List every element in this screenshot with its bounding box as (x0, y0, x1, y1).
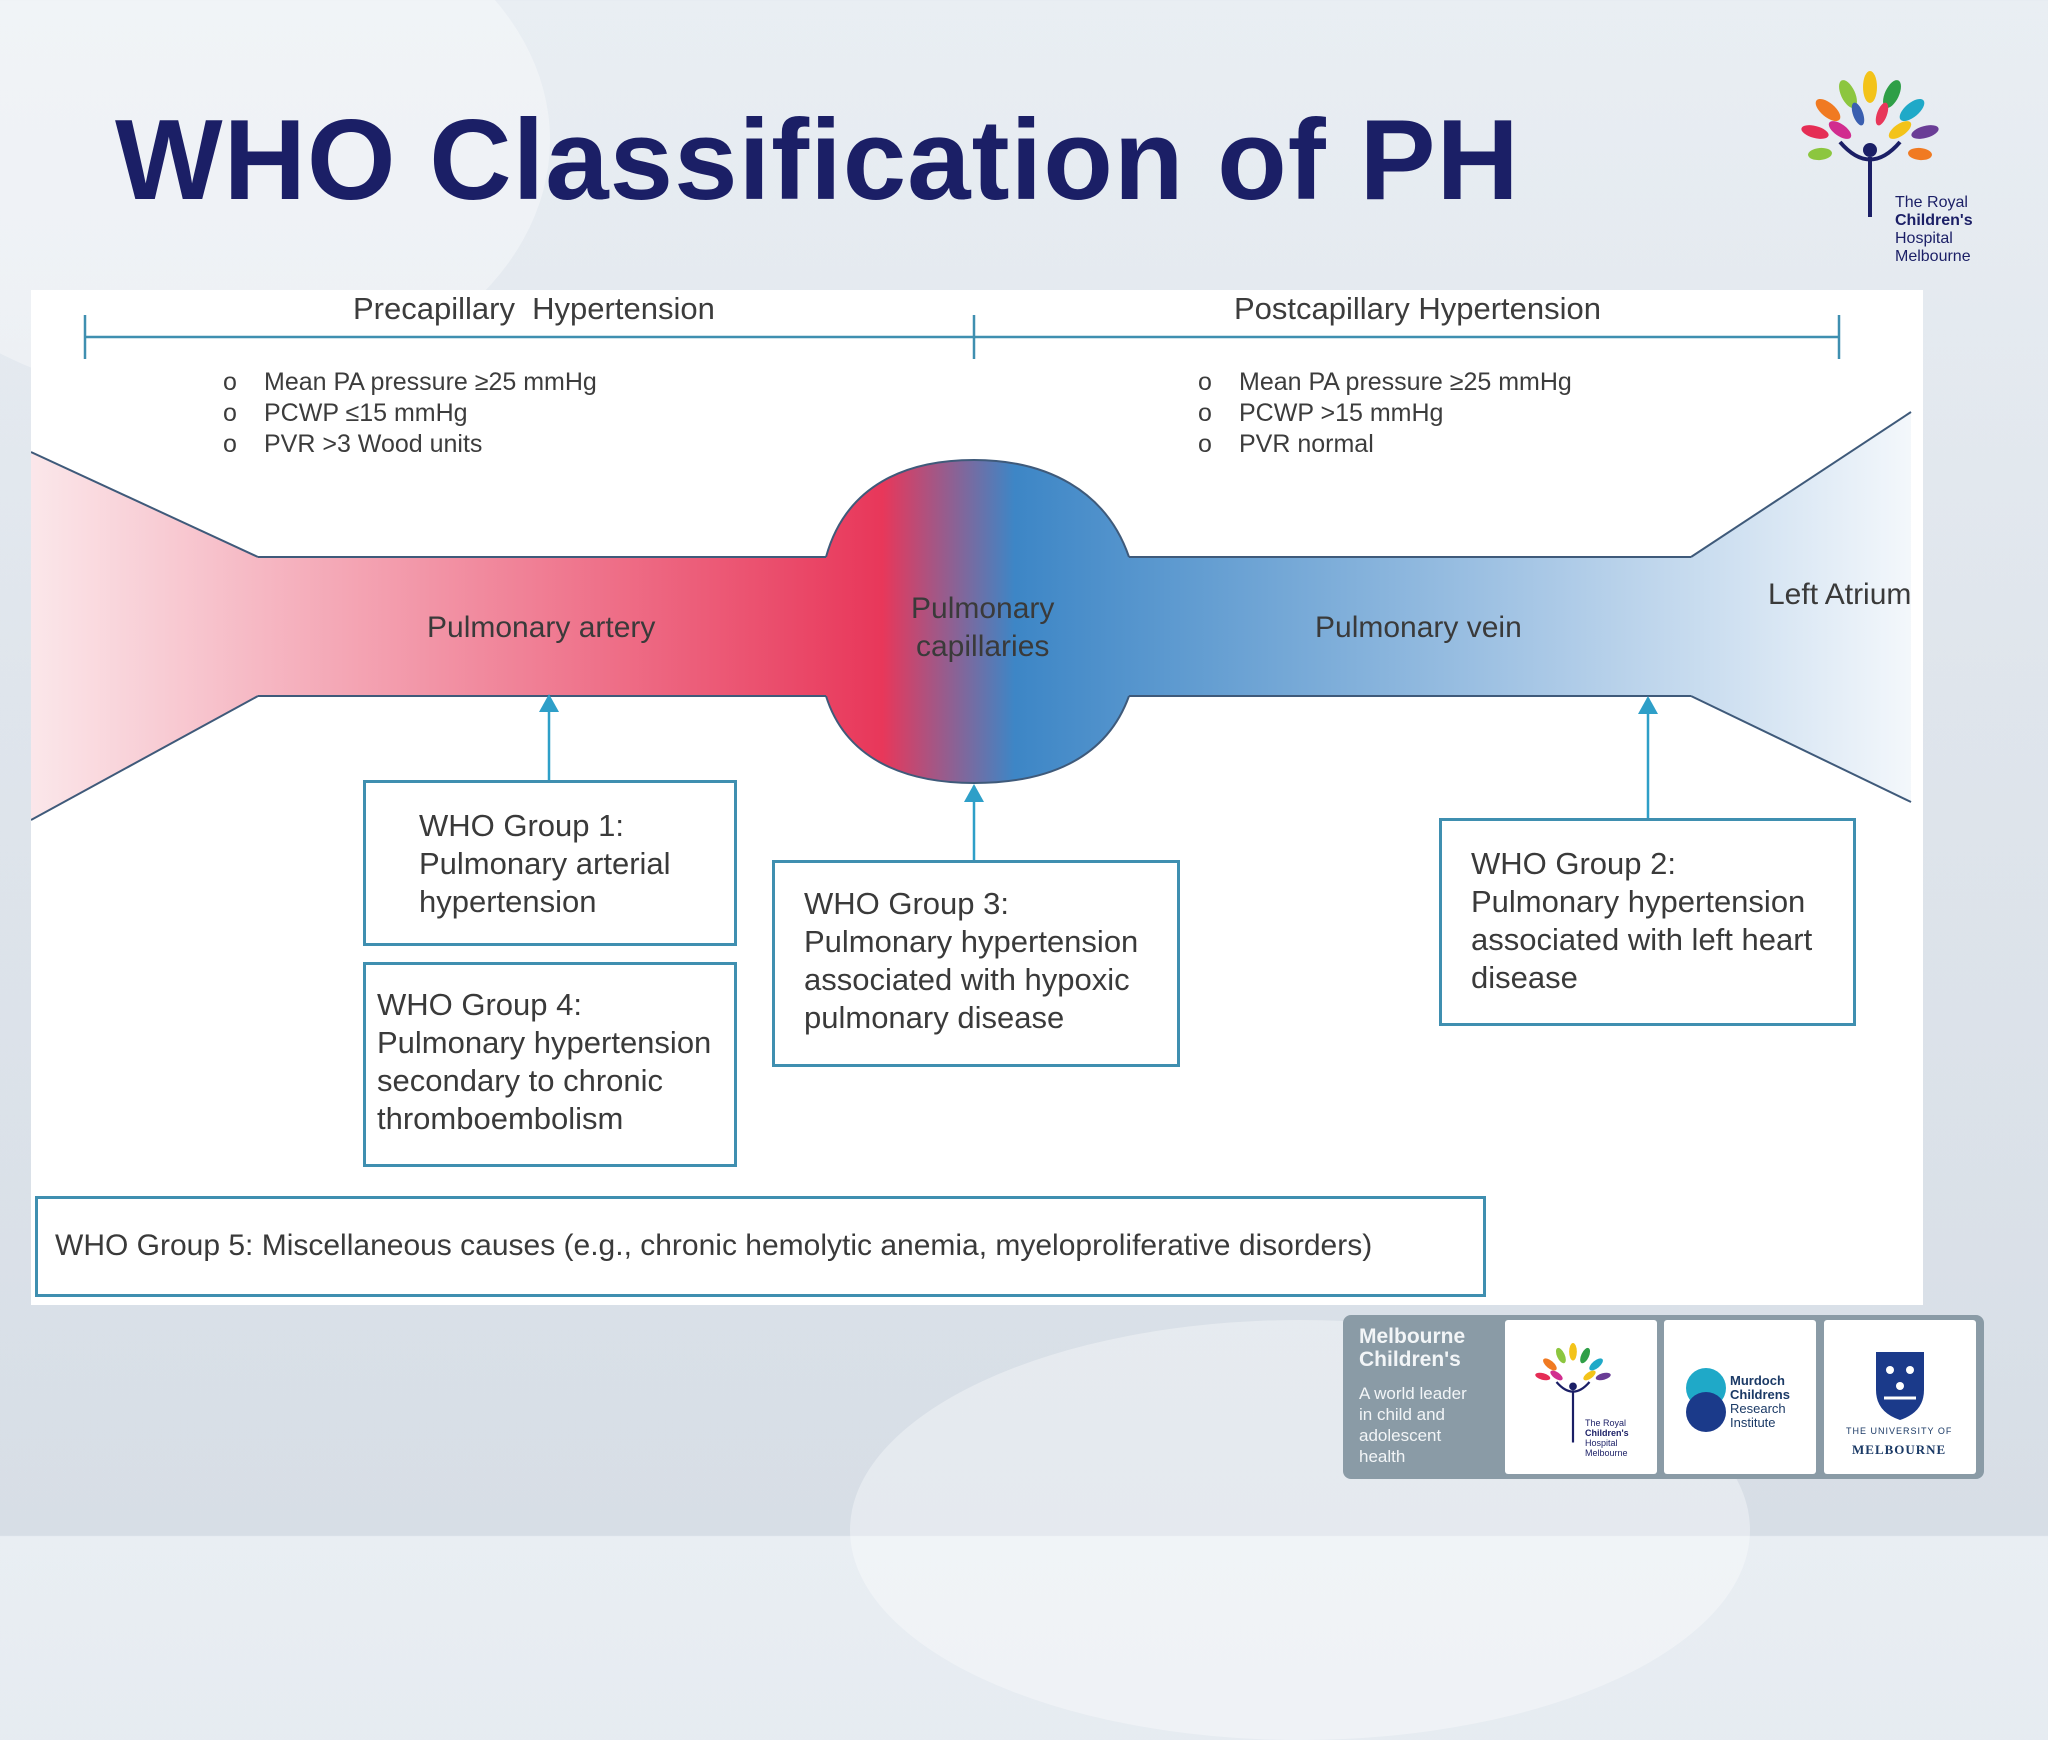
unimelb-footer-logo: THE UNIVERSITY OF MELBOURNE (1824, 1320, 1976, 1474)
who-group-2-box: WHO Group 2: Pulmonary hypertension associated with left heart disease (1439, 818, 1856, 1026)
criteria-item: o Mean PA pressure ≥25 mmHg (223, 368, 597, 396)
criteria-item: o PVR normal (1198, 430, 1374, 458)
mcri-footer-logo: Murdoch Childrens Research Institute (1664, 1320, 1816, 1474)
pulmonary-capillaries-label: Pulmonary capillaries (911, 592, 1055, 663)
pulmonary-vein-label: Pulmonary vein (1315, 611, 1522, 644)
precapillary-criteria (223, 367, 597, 460)
criteria-item: o Mean PA pressure ≥25 mmHg (1198, 368, 1572, 396)
who-group-1-box: WHO Group 1: Pulmonary arterial hypertension (363, 780, 737, 946)
who-group-3-box: WHO Group 3: Pulmonary hypertension associated with hypoxic pulmonary disease (772, 860, 1180, 1067)
criteria-item: o PCWP ≤15 mmHg (223, 399, 468, 427)
arrow-group3 (964, 784, 984, 860)
left-atrium-label: Left Atrium (1768, 578, 1912, 611)
who-group-4-box: WHO Group 4: Pulmonary hypertension secondary to chronic thromboembolism (363, 962, 737, 1167)
rch-footer-logo: The Royal Children's Hospital Melbourne (1505, 1320, 1657, 1474)
rch-logo-text: The Royal Children's Hospital Melbourne (1895, 194, 1973, 265)
arrow-group2 (1638, 696, 1658, 820)
tree-logo-icon (1505, 1320, 1657, 1474)
rch-tree-logo (1790, 62, 1990, 282)
criteria-item: o PCWP >15 mmHg (1198, 399, 1444, 427)
diagram-panel (31, 290, 1923, 1305)
postcapillary-criteria (1198, 367, 1572, 460)
arrow-group1 (539, 694, 559, 780)
postcapillary-header: Postcapillary Hypertension (1234, 291, 1602, 326)
slide-title: WHO Classification of PH (115, 97, 1520, 224)
criteria-item: o PVR >3 Wood units (223, 430, 483, 458)
who-group-5-box: WHO Group 5: Miscellaneous causes (e.g., chronic hemolytic anemia, myeloproliferative disorders) (35, 1196, 1486, 1297)
pulmonary-artery-label: Pulmonary artery (427, 611, 656, 644)
melbourne-childrens-text: Melbourne Children's A world leader in child and adolescent health (1359, 1325, 1467, 1466)
footer-logo-strip (1343, 1315, 1984, 1479)
precapillary-header: Precapillary Hypertension (353, 291, 715, 326)
